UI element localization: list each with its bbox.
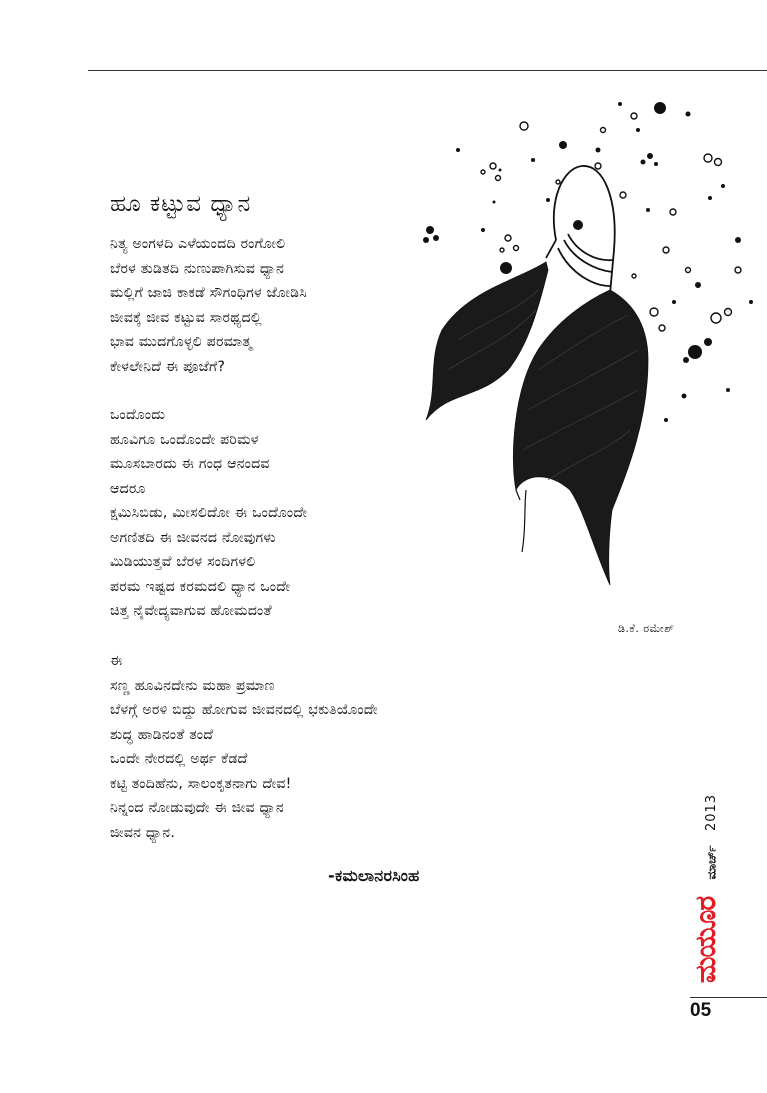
poem-line: ಸಣ್ಣ ಹೂವಿನದೇನು ಮಹಾ ಪ್ರಮಾಣ [110, 677, 275, 694]
poem-line: ನಿತ್ಯ ಅಂಗಳದಿ ಎಳೆಯಂದದಿ ರಂಗೋಲಿ [110, 236, 286, 252]
poem-title: ಹೂ ಕಟ್ಟುವ ಧ್ಯಾನ [110, 191, 252, 218]
poem-author: -ಕಮಲಾನರಸಿಂಹ [328, 866, 420, 885]
illustration-caption: ಡಿ.ಕೆ. ರಮೇಶ್ [618, 622, 675, 635]
poem-line: ಜೀವನ ಧ್ಯಾನ. [110, 824, 176, 841]
top-rule [88, 70, 767, 71]
poem-line: ಈ [110, 653, 123, 669]
poem-line: ಮಲ್ಲಿಗೆ ಜಾಜಿ ಕಾಕಡೆ ಸೌಗಂಧಿಗಳ ಜೋಡಿಸಿ [110, 285, 307, 301]
illustration-drawing [398, 90, 767, 596]
poem-line: ಶುದ್ಧ ಹಾಡಿನಂತೆ ತಂದೆ [110, 726, 214, 743]
ink-illustration [398, 90, 767, 596]
poem-line: ಬೆಳಗ್ಗೆ ಅರಳಿ ಬಿದ್ದು ಹೋಗುವ ಜೀವನದಲ್ಲಿ ಭಕುತಿಯೊಂದೇ [110, 702, 378, 718]
poem-line: ಬೆರಳ ತುಡಿತದಿ ನುಣುಪಾಗಿಸುವ ಧ್ಯಾನ [110, 260, 285, 277]
poem-line: ಮಿಡಿಯುತ್ತವೆ ಬೆರಳ ಸಂದಿಗಳಲಿ [110, 554, 256, 570]
poem-line: ಭಾವ ಮುದಗೊಳ್ಳಲಿ ಪರಮಾತ್ಮ [110, 334, 253, 350]
magazine-masthead [688, 787, 723, 997]
issue-year-wrap [702, 787, 722, 837]
bottom-rule [690, 997, 767, 998]
poem-line: ಹೂವಿಗೂ ಒಂದೊಂದೇ ಪರಿಮಳ [110, 431, 259, 448]
stanza-3 [110, 649, 378, 845]
poem-line: ಚಿತ್ತ ನೈವೇದ್ಯವಾಗುವ ಹೋಮದಂತೆ [110, 603, 272, 619]
magazine-logo [690, 887, 722, 993]
magazine-logo-text: ಮಯೂರ [689, 896, 723, 984]
poem-line: ಪರಮ ಇಷ್ಟದ ಕರಮದಲಿ ಧ್ಯಾನ ಒಂದೇ [110, 578, 291, 595]
page-number: 05 [690, 1000, 712, 1021]
poem-line: ಒಂದೇ ನೇರದಲ್ಲಿ ಅರ್ಥ ಕೆಡದೆ [110, 751, 248, 767]
stanza-2 [110, 403, 307, 624]
issue-year: 2013 [704, 793, 720, 831]
poem-line: ಕಟ್ಟಿ ತಂದಿಹೆನು, ಸಾಲಂಕೃತನಾಗು ದೇವ! [110, 775, 292, 792]
poem-line: ಅಗಣಿತದಿ ಈ ಜೀವನದ ನೋವುಗಳು [110, 529, 276, 546]
issue-month-wrap [702, 841, 722, 883]
stanza-1 [110, 232, 307, 379]
poem-line: ಮೂಸಬಾರದು ಈ ಗಂಧ ಆನಂದವ [110, 456, 270, 472]
poem-line: ಒಂದೊಂದು [110, 407, 166, 423]
poem-line: ಜೀವಕ್ಕೆ ಜೀವ ಕಟ್ಟುವ ಸಾರಥ್ಯದಲ್ಲಿ [110, 309, 262, 326]
poem-line: ಕೇಳಲೇನಿದೆ ಈ ಪೂಜೆಗೆ? [110, 358, 226, 375]
poem-line: ಕ್ಷಮಿಸಿಬಿಡು, ಮೀಸಲಿದೋ ಈ ಒಂದೊಂದೇ [110, 505, 308, 521]
issue-month: ಮಾರ್ಚ್ [704, 845, 719, 879]
poem-line: ನಿನ್ನಂದ ನೋಡುವುದೇ ಈ ಜೀವ ಧ್ಯಾನ [110, 800, 284, 816]
poem-line: ಆದರೂ [110, 480, 146, 497]
